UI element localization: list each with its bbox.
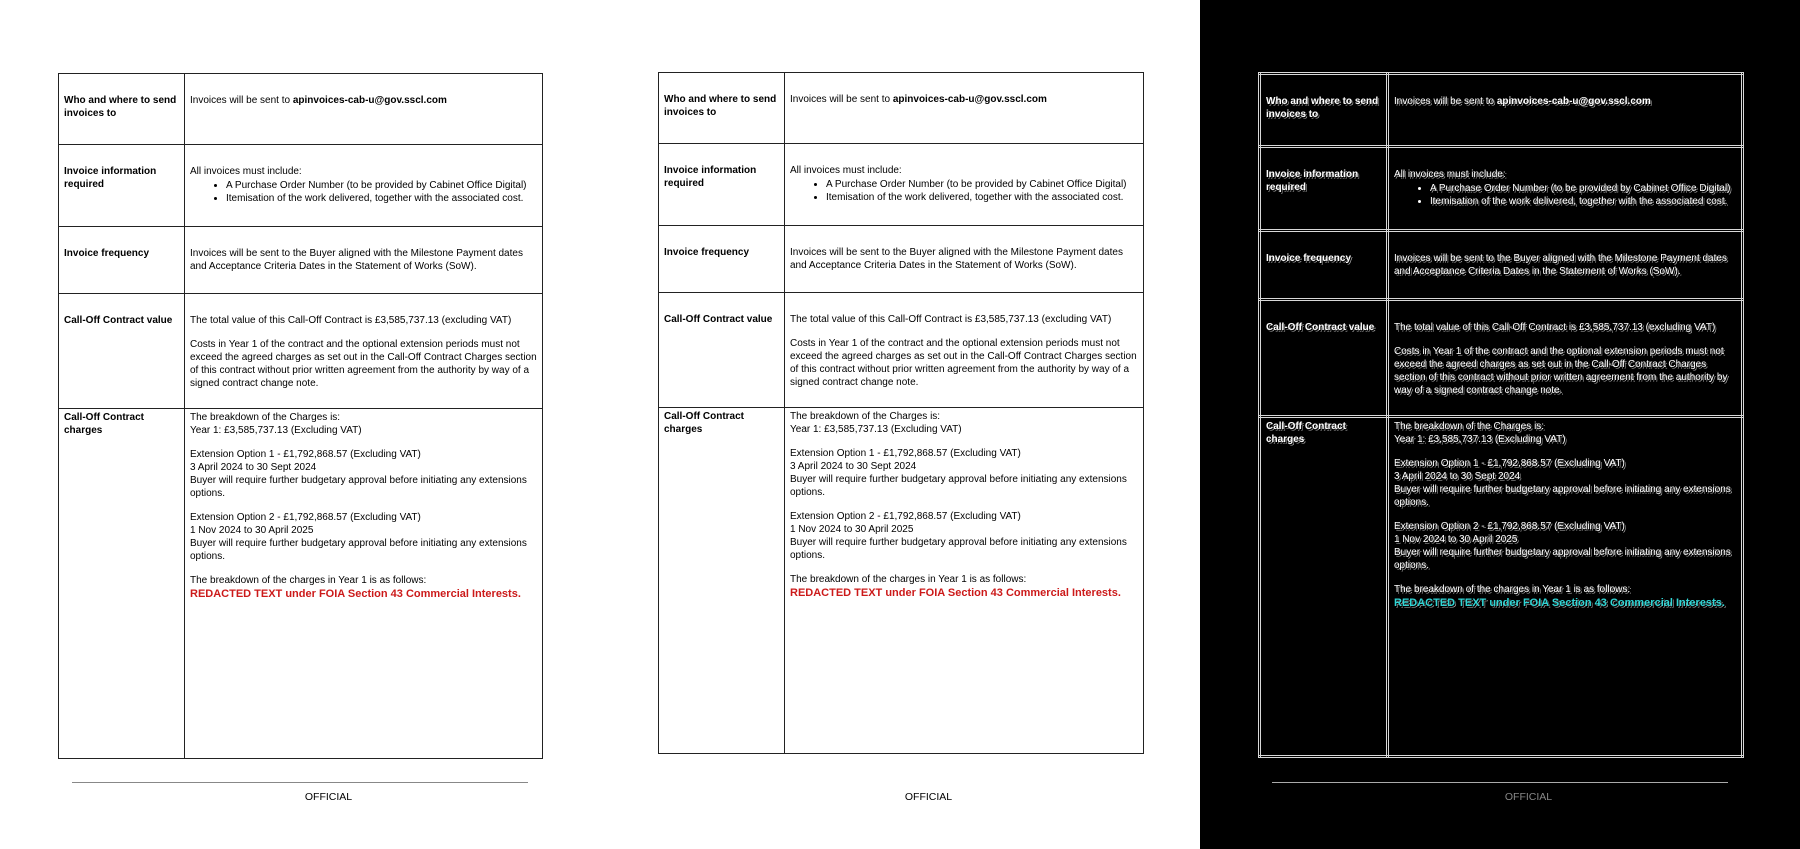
invoice-email: apinvoices-cab-u@gov.sscl.com	[292, 95, 447, 106]
charges-intro: The breakdown of the Charges is:	[790, 411, 941, 422]
invoice-recipient-text: Invoices will be sent to	[790, 94, 893, 105]
list-item: • Itemisation of the work delivered, together with the associated cost.	[226, 192, 537, 205]
document-page-copy	[600, 0, 1200, 849]
footer-classification: OFFICIAL	[904, 791, 953, 803]
ext2-title: Extension Option 2 - £1,792,868.57 (Excluding VAT)	[190, 512, 421, 523]
table-row	[659, 144, 1144, 226]
row-value	[1388, 300, 1743, 417]
invoice-recipient-text: Invoices will be sent to	[190, 95, 293, 106]
invoice-info-intro: All invoices must include:	[790, 165, 902, 176]
invoice-email: apinvoices-cab-u@gov.sscl.com	[1496, 96, 1651, 107]
row-label: Invoice frequency	[659, 226, 785, 293]
invoice-details-table	[58, 73, 543, 759]
invoice-info-list	[190, 179, 537, 205]
ext1-title: Extension Option 1 - £1,792,868.57 (Excluding VAT)	[1394, 458, 1625, 469]
redacted-notice: REDACTED TEXT under FOIA Section 43 Commercial Interests.	[190, 588, 521, 600]
table-row	[1260, 74, 1743, 147]
ext2-title: Extension Option 2 - £1,792,868.57 (Excluding VAT)	[790, 511, 1021, 522]
ext2-note: Buyer will require further budgetary approval before initiating any extensions options.	[190, 538, 527, 562]
table-row	[1260, 147, 1743, 231]
row-label: Call-Off Contract charges	[659, 408, 785, 754]
row-label: Who and where to send invoices to	[659, 73, 785, 144]
row-label: Call-Off Contract value	[59, 294, 185, 409]
year1-charge: Year 1: £3,585,737.13 (Excluding VAT)	[190, 425, 362, 436]
invoice-email: apinvoices-cab-u@gov.sscl.com	[892, 94, 1047, 105]
contract-value-text: The total value of this Call-Off Contract is £3,585,737.13 (excluding VAT)	[190, 315, 512, 326]
year1-breakdown: The breakdown of the charges in Year 1 is as follows:	[1394, 584, 1631, 595]
invoice-info-list	[790, 178, 1138, 204]
ext1-dates: 3 April 2024 to 30 Sept 2024	[1394, 471, 1521, 482]
invoice-details-table	[1258, 72, 1744, 758]
table-row	[1260, 300, 1743, 417]
invoice-info-list	[1394, 182, 1736, 208]
list-item: • Itemisation of the work delivered, together with the associated cost.	[826, 191, 1138, 204]
row-label: Invoice frequency	[59, 227, 185, 294]
list-item: • A Purchase Order Number (to be provided by Cabinet Office Digital)	[826, 178, 1138, 191]
year1-charge: Year 1: £3,585,737.13 (Excluding VAT)	[790, 424, 962, 435]
row-value: Invoices will be sent to the Buyer aligned with the Milestone Payment dates and Acceptance Criteria Dates in the Statement of Works (SoW).	[185, 227, 543, 294]
contract-cost-note: Costs in Year 1 of the contract and the optional extension periods must not exceed the agreed charges as set out in the Call-Off Contract Charges section of this contract without prior written agreement from the authority by way of a signed contract change note.	[1394, 346, 1728, 396]
document-page-inverted	[1200, 0, 1800, 849]
row-label: Invoice information required	[659, 144, 785, 226]
ext2-note: Buyer will require further budgetary approval before initiating any extensions options.	[790, 537, 1127, 561]
ext1-note: Buyer will require further budgetary approval before initiating any extensions options.	[190, 475, 527, 499]
ext1-dates: 3 April 2024 to 30 Sept 2024	[790, 461, 917, 472]
ext2-dates: 1 Nov 2024 to 30 April 2025	[790, 524, 914, 535]
redacted-notice: REDACTED TEXT under FOIA Section 43 Commercial Interests.	[790, 587, 1121, 599]
table-row	[59, 145, 543, 227]
row-label: Call-Off Contract value	[1260, 300, 1388, 417]
invoice-info-intro: All invoices must include:	[190, 166, 302, 177]
year1-charge: Year 1: £3,585,737.13 (Excluding VAT)	[1394, 434, 1566, 445]
row-value	[785, 144, 1144, 226]
row-label: Who and where to send invoices to	[1260, 74, 1388, 147]
table-row	[659, 73, 1144, 144]
row-label: Call-Off Contract charges	[1260, 417, 1388, 757]
ext2-dates: 1 Nov 2024 to 30 April 2025	[190, 525, 314, 536]
row-value	[185, 294, 543, 409]
ext1-title: Extension Option 1 - £1,792,868.57 (Excluding VAT)	[790, 448, 1021, 459]
table-row	[1260, 417, 1743, 757]
contract-cost-note: Costs in Year 1 of the contract and the optional extension periods must not exceed the agreed charges as set out in the Call-Off Contract Charges section of this contract without prior written agreement from the authority by way of a signed contract change note.	[790, 338, 1137, 388]
row-label: Invoice information required	[59, 145, 185, 227]
row-value	[785, 73, 1144, 144]
table-row	[59, 409, 543, 759]
ext2-title: Extension Option 2 - £1,792,868.57 (Excluding VAT)	[1394, 521, 1625, 532]
table-row	[59, 74, 543, 145]
contract-value-text: The total value of this Call-Off Contract is £3,585,737.13 (excluding VAT)	[1394, 322, 1716, 333]
footer-classification: OFFICIAL	[304, 791, 353, 803]
table-row	[659, 293, 1144, 408]
ext2-note: Buyer will require further budgetary approval before initiating any extensions options.	[1394, 547, 1731, 571]
row-label: Call-Off Contract charges	[59, 409, 185, 759]
ext1-title: Extension Option 1 - £1,792,868.57 (Excluding VAT)	[190, 449, 421, 460]
charges-intro: The breakdown of the Charges is:	[1394, 421, 1545, 432]
footer-divider	[72, 782, 528, 783]
table-row	[659, 408, 1144, 754]
year1-breakdown: The breakdown of the charges in Year 1 is as follows:	[790, 574, 1027, 585]
row-value	[185, 409, 543, 759]
list-item: • A Purchase Order Number (to be provided by Cabinet Office Digital)	[226, 179, 537, 192]
row-value	[185, 145, 543, 227]
row-label: Call-Off Contract value	[659, 293, 785, 408]
year1-breakdown: The breakdown of the charges in Year 1 is as follows:	[190, 575, 427, 586]
row-value	[185, 74, 543, 145]
contract-cost-note: Costs in Year 1 of the contract and the optional extension periods must not exceed the agreed charges as set out in the Call-Off Contract Charges section of this contract without prior written agreement from the authority by way of a signed contract change note.	[190, 339, 537, 389]
table-row	[59, 227, 543, 294]
row-label: Who and where to send invoices to	[59, 74, 185, 145]
invoice-details-table	[658, 72, 1144, 754]
row-value: Invoices will be sent to the Buyer aligned with the Milestone Payment dates and Acceptance Criteria Dates in the Statement of Works (SoW).	[785, 226, 1144, 293]
row-label: Invoice information required	[1260, 147, 1388, 231]
charges-intro: The breakdown of the Charges is:	[190, 412, 341, 423]
document-page-original	[0, 0, 600, 849]
row-value: Invoices will be sent to the Buyer aligned with the Milestone Payment dates and Acceptance Criteria Dates in the Statement of Works (SoW).	[1388, 231, 1743, 300]
redacted-notice: REDACTED TEXT under FOIA Section 43 Commercial Interests.	[1394, 597, 1725, 609]
ext1-note: Buyer will require further budgetary approval before initiating any extensions options.	[790, 474, 1127, 498]
contract-value-text: The total value of this Call-Off Contract is £3,585,737.13 (excluding VAT)	[790, 314, 1112, 325]
row-value	[785, 293, 1144, 408]
row-value	[1388, 417, 1743, 757]
row-value	[1388, 147, 1743, 231]
list-item: • Itemisation of the work delivered, together with the associated cost.	[1430, 195, 1736, 208]
invoice-recipient-text: Invoices will be sent to	[1394, 96, 1497, 107]
invoice-info-intro: All invoices must include:	[1394, 169, 1506, 180]
table-row	[659, 226, 1144, 293]
ext2-dates: 1 Nov 2024 to 30 April 2025	[1394, 534, 1518, 545]
row-value	[785, 408, 1144, 754]
list-item: • A Purchase Order Number (to be provided by Cabinet Office Digital)	[1430, 182, 1736, 195]
ext1-note: Buyer will require further budgetary approval before initiating any extensions options.	[1394, 484, 1731, 508]
footer-classification: OFFICIAL	[1504, 791, 1553, 803]
table-row	[1260, 231, 1743, 300]
table-row	[59, 294, 543, 409]
row-value	[1388, 74, 1743, 147]
footer-divider	[1272, 782, 1728, 783]
row-label: Invoice frequency	[1260, 231, 1388, 300]
ext1-dates: 3 April 2024 to 30 Sept 2024	[190, 462, 317, 473]
